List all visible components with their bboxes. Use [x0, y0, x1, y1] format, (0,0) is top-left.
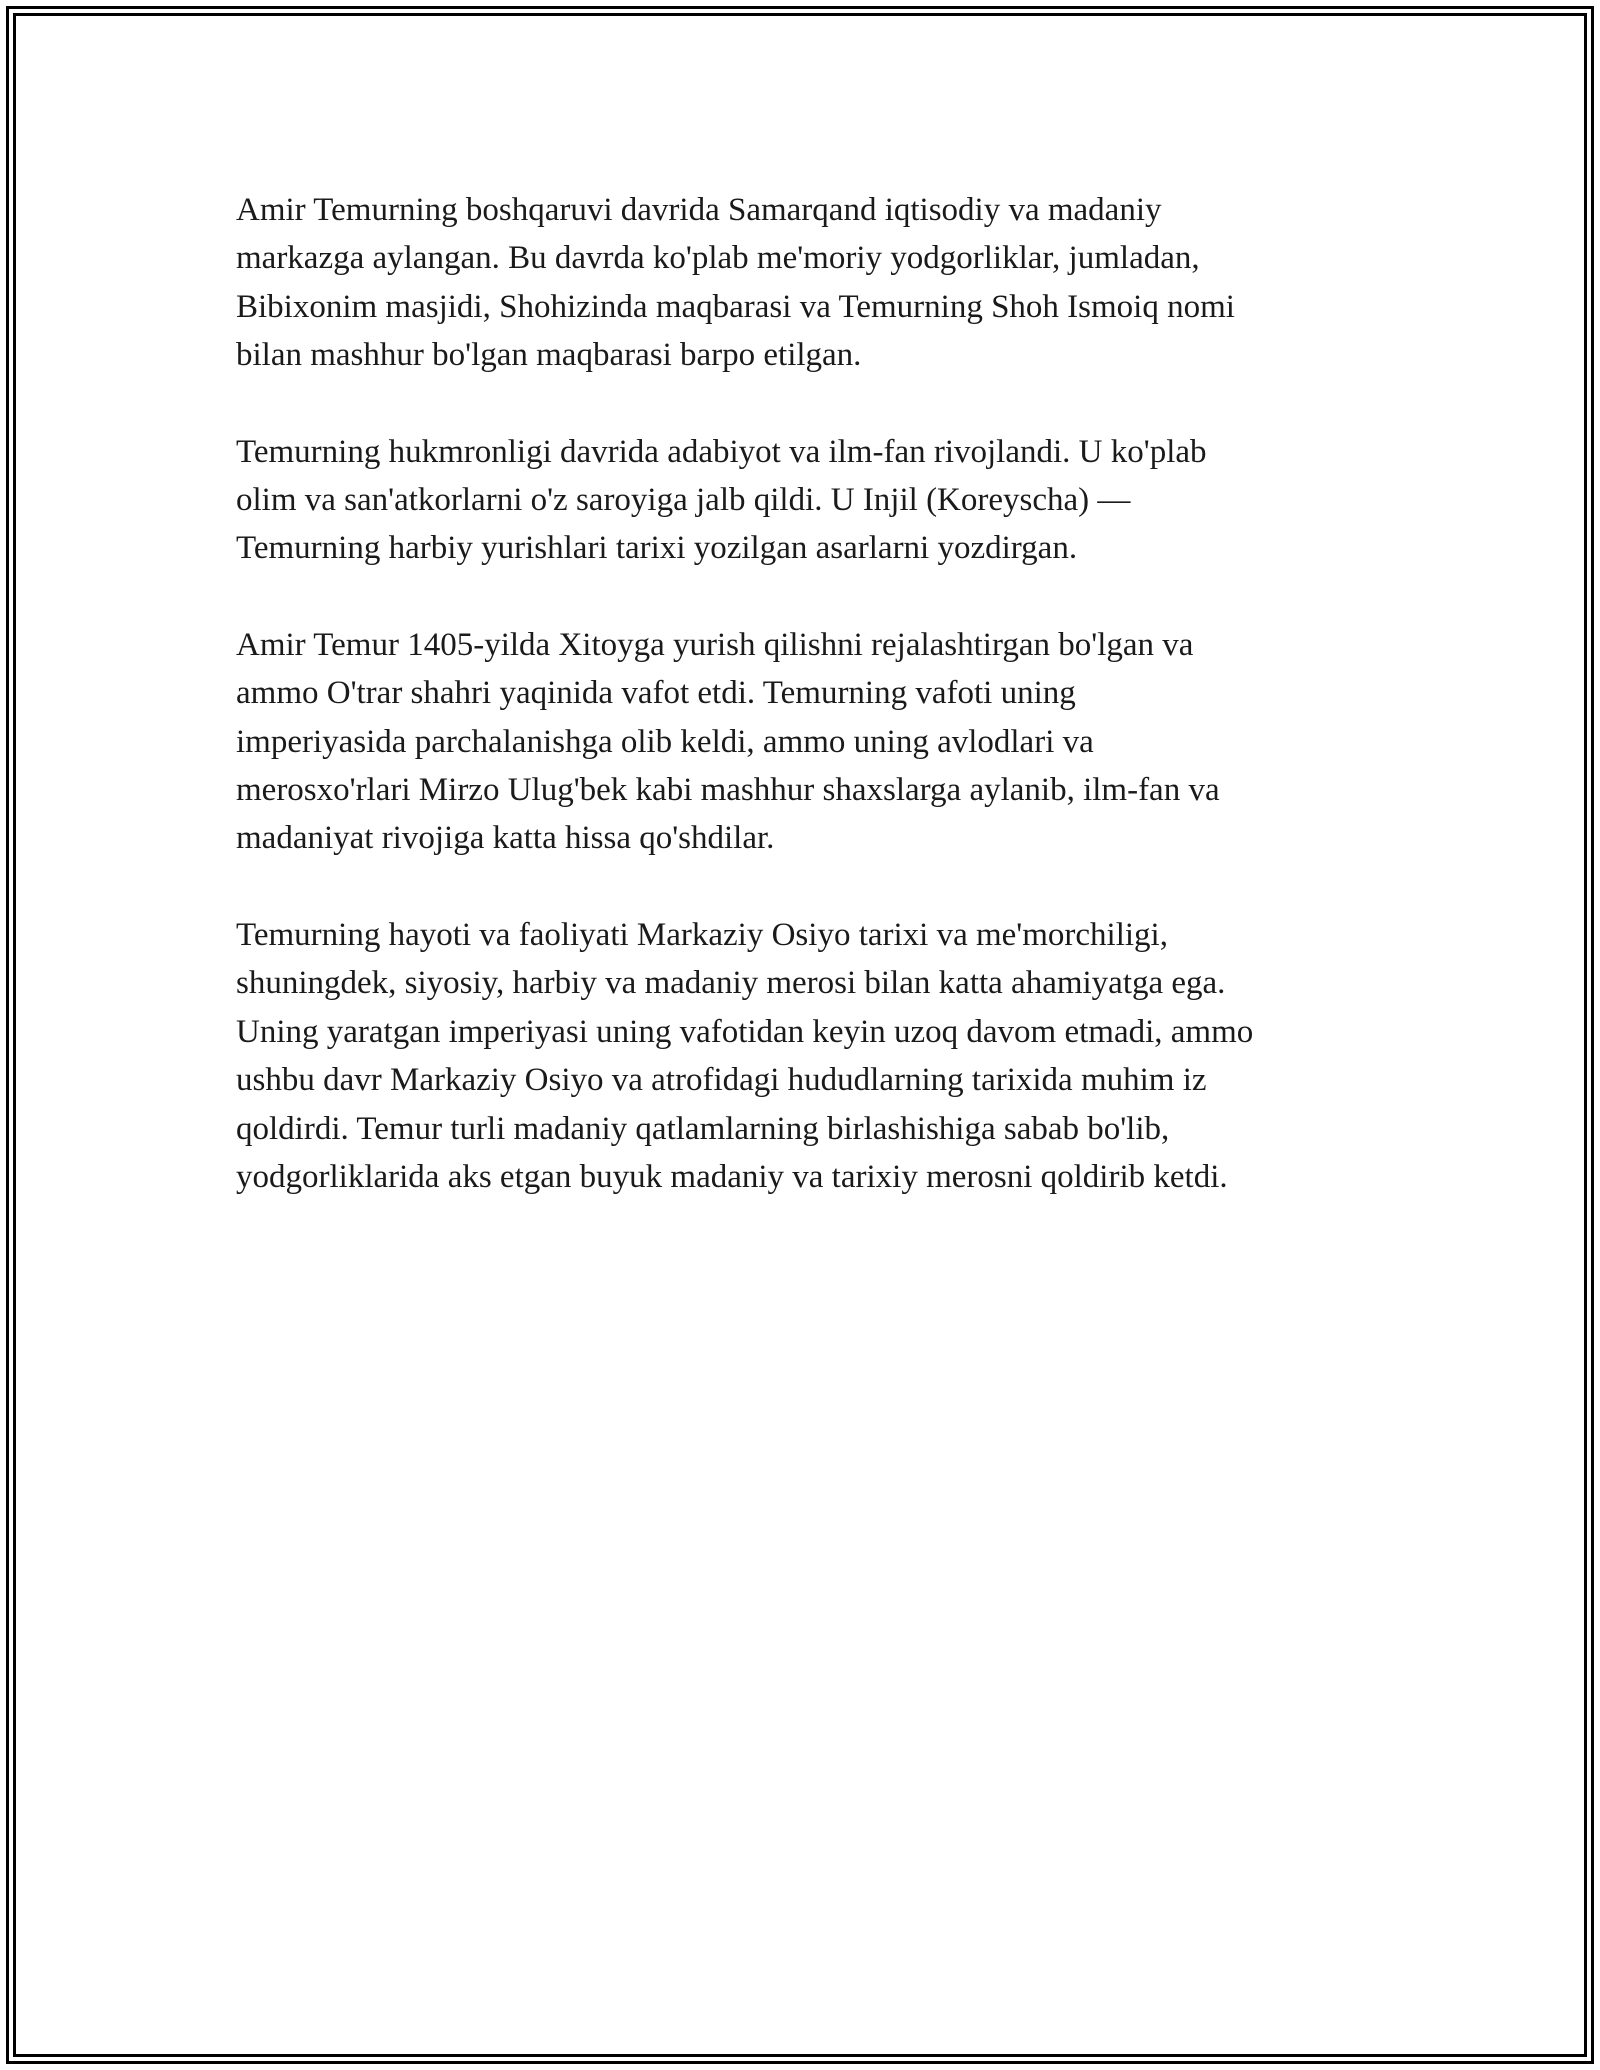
paragraph-death-legacy: Amir Temur 1405-yilda Xitoyga yurish qilishni rejalashtirgan bo'lgan va ammo O'trar shahri yaqinida vafot etdi. Temurning vafoti uning imperiyasida parchalanishga olib keldi, ammo uning avlodlari va merosxo'rlari Mirzo Ulug'bek kabi mashhur shaxslarga aylanib, ilm-fan va madaniyat rivojiga katta hissa qo'shdilar.: [236, 626, 1220, 857]
paragraph-samarqand: Amir Temurning boshqaruvi davrida Samarqand iqtisodiy va madaniy markazga aylangan. Bu davrda ko'plab me'moriy yodgorliklar, jumladan, Bibixonim masjidi, Shohizinda maqbarasi va Temurning Shoh Ismoiq nomi bilan mashhur bo'lgan maqbarasi barpo etilgan.: [236, 192, 1235, 374]
document-body: [236, 186, 1396, 1249]
paragraph-science-literature: Temurning hukmronligi davrida adabiyot va ilm-fan rivojlandi. U ko'plab olim va san'atkorlarni o'z saroyiga jalb qildi. U Injil (Koreyscha) — Temurning harbiy yurishlari tarixi yozilgan asarlarni yozdirgan.: [236, 433, 1207, 567]
paragraph-historical-significance: Temurning hayoti va faoliyati Markaziy Osiyo tarixi va me'morchiligi, shuningdek, siyosiy, harbiy va madaniy merosi bilan katta ahamiyatga ega. Uning yaratgan imperiyasi uning vafotidan keyin uzoq davom etmadi, ammo ushbu davr Markaziy Osiyo va atrofidagi hududlarning tarixida muhim iz qoldirdi. Temur turli madaniy qatlamlarning birlashishiga sabab bo'lib, yodgorliklarida aks etgan buyuk madaniy va tarixiy merosni qoldirib ketdi.: [236, 916, 1254, 1195]
